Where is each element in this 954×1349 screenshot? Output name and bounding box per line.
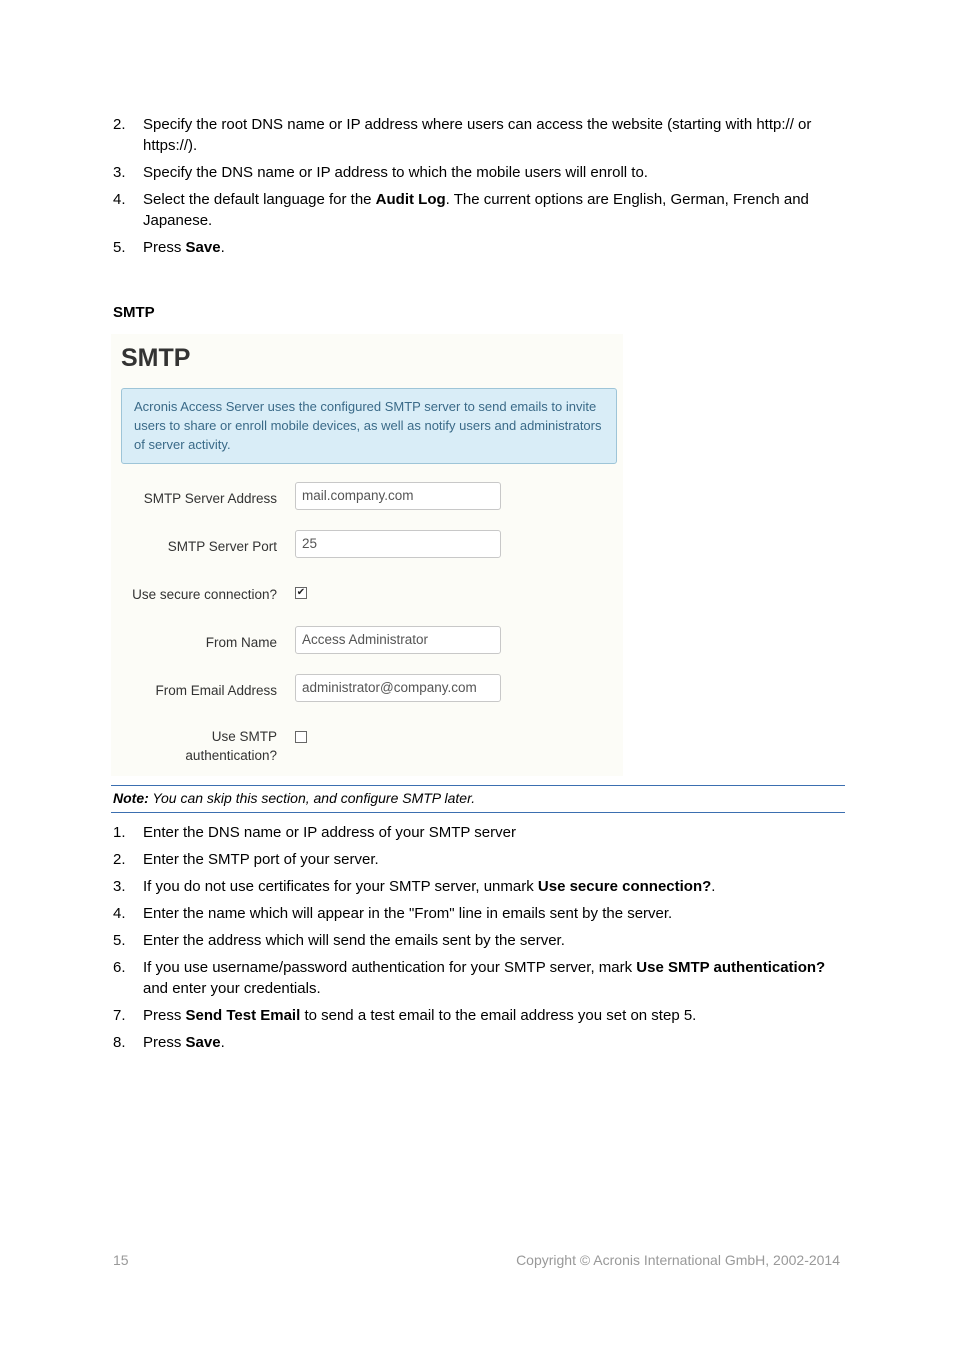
step-text-bold: Save bbox=[185, 239, 221, 256]
secure-connection-checkbox[interactable]: ✔ bbox=[296, 587, 306, 598]
panel-title: SMTP bbox=[121, 344, 191, 372]
smtp-auth-label bbox=[185, 727, 277, 765]
list-item bbox=[113, 162, 833, 183]
smtp-auth-row bbox=[111, 722, 623, 766]
from-email-row bbox=[111, 674, 623, 704]
step-text-pre: Select the default language for the bbox=[143, 191, 376, 208]
from-name-input[interactable]: Access Administrator bbox=[295, 626, 501, 654]
smtp-server-address-label: SMTP Server Address bbox=[143, 491, 277, 506]
smtp-server-port-input[interactable]: 25 bbox=[295, 530, 501, 558]
from-email-label: From Email Address bbox=[155, 683, 277, 698]
smtp-auth-label-line1: Use SMTP bbox=[211, 729, 277, 744]
step-number: 3. bbox=[113, 164, 126, 181]
list-item bbox=[113, 903, 833, 924]
note-label: Note: bbox=[113, 790, 149, 806]
step-text-post: . bbox=[711, 878, 716, 895]
step-text: Specify the root DNS name or IP address where users can access the website (starting with http:// or https://). bbox=[143, 116, 812, 154]
smtp-auth-label-line2: authentication? bbox=[185, 748, 277, 763]
step-text-pre: Enter the name which will appear in the "From" line in emails sent by the server. bbox=[143, 905, 673, 922]
list-item bbox=[113, 1005, 833, 1026]
step-text-pre: Press bbox=[143, 1034, 186, 1051]
step-number: 5. bbox=[113, 239, 126, 256]
step-text-post: . bbox=[220, 1034, 225, 1051]
smtp-server-address-row bbox=[111, 482, 623, 512]
section-heading: SMTP bbox=[113, 304, 155, 321]
secure-connection-label: Use secure connection? bbox=[132, 587, 277, 602]
step-text-bold: Use SMTP authentication? bbox=[636, 959, 826, 976]
list-item bbox=[113, 930, 833, 951]
step-text-pre: Press bbox=[143, 1007, 186, 1024]
step-text-pre: Enter the SMTP port of your server. bbox=[143, 851, 379, 868]
smtp-steps bbox=[113, 822, 833, 1059]
list-item bbox=[113, 822, 833, 843]
step-text-post: . bbox=[220, 239, 225, 256]
step-text-pre: Press bbox=[143, 239, 186, 256]
info-alert: Acronis Access Server uses the configured SMTP server to send emails to invite users to share or enroll mobile devices, as well as notify users and administrators of server activity. bbox=[121, 388, 617, 464]
step-text-post: and enter your credentials. bbox=[143, 980, 321, 997]
step-number: 4. bbox=[113, 905, 126, 922]
step-text-pre: Enter the address which will send the emails sent by the server. bbox=[143, 932, 565, 949]
step-text-bold: Save bbox=[185, 1034, 221, 1051]
copyright-notice: Copyright © Acronis International GmbH, 2002-2014 bbox=[516, 1252, 840, 1268]
smtp-server-port-label: SMTP Server Port bbox=[167, 539, 277, 554]
step-number: 2. bbox=[113, 116, 126, 133]
from-name-label: From Name bbox=[205, 635, 277, 650]
smtp-server-address-input[interactable]: mail.company.com bbox=[295, 482, 501, 510]
step-number: 3. bbox=[113, 878, 126, 895]
step-number: 7. bbox=[113, 1007, 126, 1024]
list-item bbox=[113, 876, 833, 897]
step-number: 1. bbox=[113, 824, 126, 841]
step-number: 8. bbox=[113, 1034, 126, 1051]
step-text-post: to send a test email to the email address you set on step 5. bbox=[300, 1007, 697, 1024]
step-number: 5. bbox=[113, 932, 126, 949]
note-text: You can skip this section, and configure SMTP later. bbox=[152, 790, 476, 806]
step-text: Specify the DNS name or IP address to which the mobile users will enroll to. bbox=[143, 164, 648, 181]
step-text-pre: Enter the DNS name or IP address of your SMTP server bbox=[143, 824, 516, 841]
step-text-pre: If you do not use certificates for your SMTP server, unmark bbox=[143, 878, 538, 895]
from-email-input[interactable]: administrator@company.com bbox=[295, 674, 501, 702]
step-text-bold: Use secure connection? bbox=[537, 878, 712, 895]
step-text-bold: Send Test Email bbox=[185, 1007, 301, 1024]
smtp-server-port-row bbox=[111, 530, 623, 560]
list-item bbox=[113, 849, 833, 870]
intro-steps bbox=[113, 114, 833, 264]
note-box bbox=[111, 785, 845, 813]
list-item bbox=[113, 1032, 833, 1053]
step-number: 4. bbox=[113, 191, 126, 208]
page-number: 15 bbox=[113, 1252, 129, 1268]
from-name-row bbox=[111, 626, 623, 656]
secure-connection-row bbox=[111, 578, 623, 608]
smtp-auth-checkbox[interactable] bbox=[295, 731, 307, 743]
list-item bbox=[113, 237, 833, 258]
smtp-settings-panel bbox=[111, 334, 623, 776]
step-number: 2. bbox=[113, 851, 126, 868]
step-number: 6. bbox=[113, 959, 126, 976]
step-text-post: . The current options are English, German, French and Japanese. bbox=[143, 191, 809, 229]
list-item bbox=[113, 114, 833, 156]
list-item bbox=[113, 957, 833, 999]
step-text-bold: Audit Log bbox=[375, 191, 446, 208]
step-text-pre: If you use username/password authentication for your SMTP server, mark bbox=[143, 959, 637, 976]
list-item bbox=[113, 189, 833, 231]
